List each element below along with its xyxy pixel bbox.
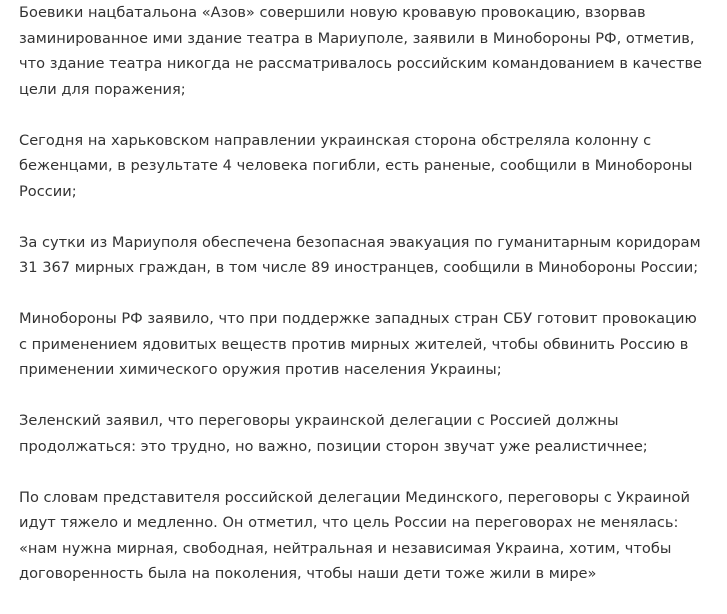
text-line: идут тяжело и медленно. Он отметил, что цель России на переговорах не менялась:: [19, 514, 679, 531]
text-line: По словам представителя российской делегации Мединского, переговоры с Украиной: [19, 488, 690, 506]
text-line: Минобороны РФ заявило, что при поддержке западных стран СБУ готовит провокацию: [19, 310, 697, 327]
paragraph-mariupol-evacuation: [19, 230, 719, 281]
text-line: что здание театра никогда не рассматривалось российским командованием в качестве: [19, 55, 703, 72]
text-line: продолжаться: это трудно, но важно, позиции сторон звучат уже реалистичнее;: [19, 437, 648, 455]
text-line: России;: [19, 182, 77, 200]
text-line: цели для поражения;: [19, 80, 186, 98]
paragraph-medinsky-statement: [19, 485, 719, 587]
text-line: заминированное ими здание театра в Мариуполе, заявили в Минобороны РФ, отметив,: [19, 29, 695, 47]
text-line: с применением ядовитых веществ против мирных жителей, чтобы обвинить Россию в: [19, 335, 689, 353]
paragraph-zelensky-negotiations: [19, 408, 719, 459]
text-line: Сегодня на харьковском направлении украинская сторона обстреляла колонну с: [19, 131, 652, 149]
paragraph-sbu-provocation: [19, 306, 719, 383]
text-line: Боевики нацбатальона «Азов» совершили новую кровавую провокацию, взорвав: [19, 4, 646, 21]
paragraph-kharkiv-column: [19, 128, 719, 205]
paragraph-azov-theatre: [19, 0, 719, 102]
text-line: применении химического оружия против населения Украины;: [19, 361, 502, 378]
text-line: договоренность была на поколения, чтобы наши дети тоже жили в мире»: [19, 565, 597, 582]
text-line: Зеленский заявил, что переговоры украинской делегации с Россией должны: [19, 412, 619, 429]
text-line: 31 367 мирных граждан, в том числе 89 иностранцев, сообщили в Минобороны России;: [19, 259, 699, 276]
text-line: «нам нужна мирная, свободная, нейтральная и независимая Украина, хотим, чтобы: [19, 539, 672, 557]
text-line: беженцами, в результате 4 человека погибли, есть раненые, сообщили в Минобороны: [19, 157, 693, 174]
text-line: За сутки из Мариуполя обеспечена безопасная эвакуация по гуманитарным коридорам: [19, 233, 701, 251]
article-body: [19, 0, 719, 587]
